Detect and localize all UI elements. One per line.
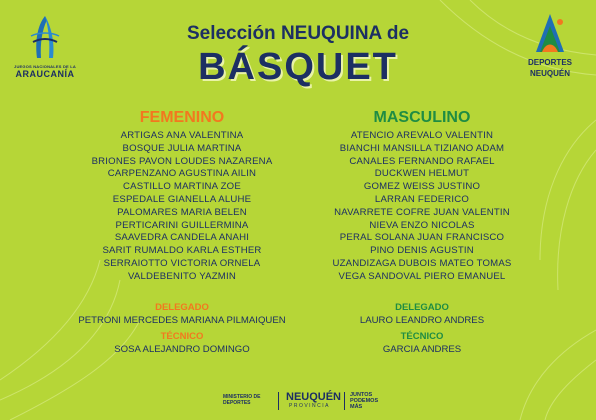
provincia-text: PROVINCIA — [289, 403, 331, 409]
list-item: UZANDIZAGA DUBOIS MATEO TOMAS — [332, 257, 512, 269]
logo-right-line-2: NEUQUÉN — [529, 69, 570, 78]
list-item: VEGA SANDOVAL PIERO EMANUEL — [338, 270, 506, 282]
list-item: PERAL SOLANA JUAN FRANCISCO — [339, 232, 505, 244]
list-item: SERRAIOTTO VICTORIA ORNELA — [103, 257, 261, 269]
juntos-podemos-mas-logo — [350, 392, 378, 410]
list-item: ATENCIO AREVALO VALENTIN — [350, 130, 494, 141]
femenino-tecnico-name: SOSA ALEJANDRO DOMINGO — [114, 344, 250, 355]
ministry-line-1: MINISTERIO DE — [223, 394, 261, 400]
footer-divider — [278, 392, 279, 410]
list-item: NAVARRETE COFRE JUAN VALENTIN — [334, 206, 510, 218]
list-item: LARRAN FEDERICO — [374, 193, 470, 205]
list-item: CASTILLO MARTINA ZOE — [123, 181, 241, 193]
list-item: CANALES FERNANDO RAFAEL — [349, 155, 495, 167]
list-item: ARTIGAS ANA VALENTINA — [120, 130, 244, 141]
list-item: BIANCHI MANSILLA TIZIANO ADAM — [339, 142, 505, 154]
page-subtitle: Selección NEUQUINA de — [186, 23, 410, 44]
juntos-line-2: PODEMOS — [350, 398, 379, 404]
list-item: BRIONES PAVON LOUDES NAZARENA — [91, 155, 273, 167]
femenino-delegado-label: DELEGADO — [155, 302, 209, 313]
masculino-delegado-label: DELEGADO — [395, 302, 449, 313]
list-item: PALOMARES MARIA BELEN — [117, 206, 247, 218]
list-item: SARIT RUMALDO KARLA ESTHER — [102, 245, 262, 257]
ministry-line-2: DEPORTES — [223, 400, 251, 406]
footer-divider — [344, 392, 345, 410]
ministry-logo — [223, 394, 261, 406]
juntos-line-1: JUNTOS — [350, 392, 373, 398]
femenino-tecnico-label: TÉCNICO — [160, 331, 204, 342]
masculino-column — [292, 108, 552, 284]
list-item: BOSQUE JULIA MARTINA — [122, 142, 242, 154]
list-item: VALDEBENITO YAZMIN — [128, 270, 236, 282]
femenino-delegado-name: PETRONI MERCEDES MARIANA PILMAIQUEN — [78, 315, 286, 326]
logo-right-line-1: DEPORTES — [527, 58, 572, 67]
masculino-heading: MASCULINO — [373, 109, 471, 126]
list-item: GOMEZ WEISS JUSTINO — [363, 181, 481, 193]
list-item: DUCKWEN HELMUT — [374, 168, 470, 180]
logo-left-small-text: JUEGOS NACIONALES DE LA — [14, 64, 76, 69]
femenino-column — [52, 108, 312, 284]
list-item: PERTICARINI GUILLERMINA — [115, 219, 249, 231]
page-title: BÁSQUET — [198, 46, 398, 88]
masculino-staff — [292, 302, 552, 360]
list-item: PINO DENIS AGUSTIN — [370, 245, 474, 257]
masculino-tecnico-label: TÉCNICO — [400, 331, 444, 342]
masculino-tecnico-name: GARCIA ANDRES — [382, 344, 462, 355]
list-item: ESPEDALE GIANELLA ALUHE — [112, 193, 252, 205]
footer-logos — [0, 390, 596, 414]
logo-left-big-text: ARAUCANÍA — [15, 69, 75, 79]
masculino-delegado-name: LAURO LEANDRO ANDRES — [359, 315, 485, 326]
juntos-line-3: MÁS — [350, 404, 363, 410]
femenino-player-list — [52, 130, 312, 284]
femenino-heading: FEMENINO — [139, 109, 225, 126]
femenino-staff — [52, 302, 312, 360]
list-item: NIEVA ENZO NICOLAS — [369, 219, 475, 231]
masculino-player-list — [292, 130, 552, 284]
list-item: CARPENZANO AGUSTINA AILIN — [107, 168, 257, 180]
list-item: SAAVEDRA CANDELA ANAHI — [114, 232, 250, 244]
neuquen-wordmark: NEUQUÉN — [286, 391, 342, 403]
